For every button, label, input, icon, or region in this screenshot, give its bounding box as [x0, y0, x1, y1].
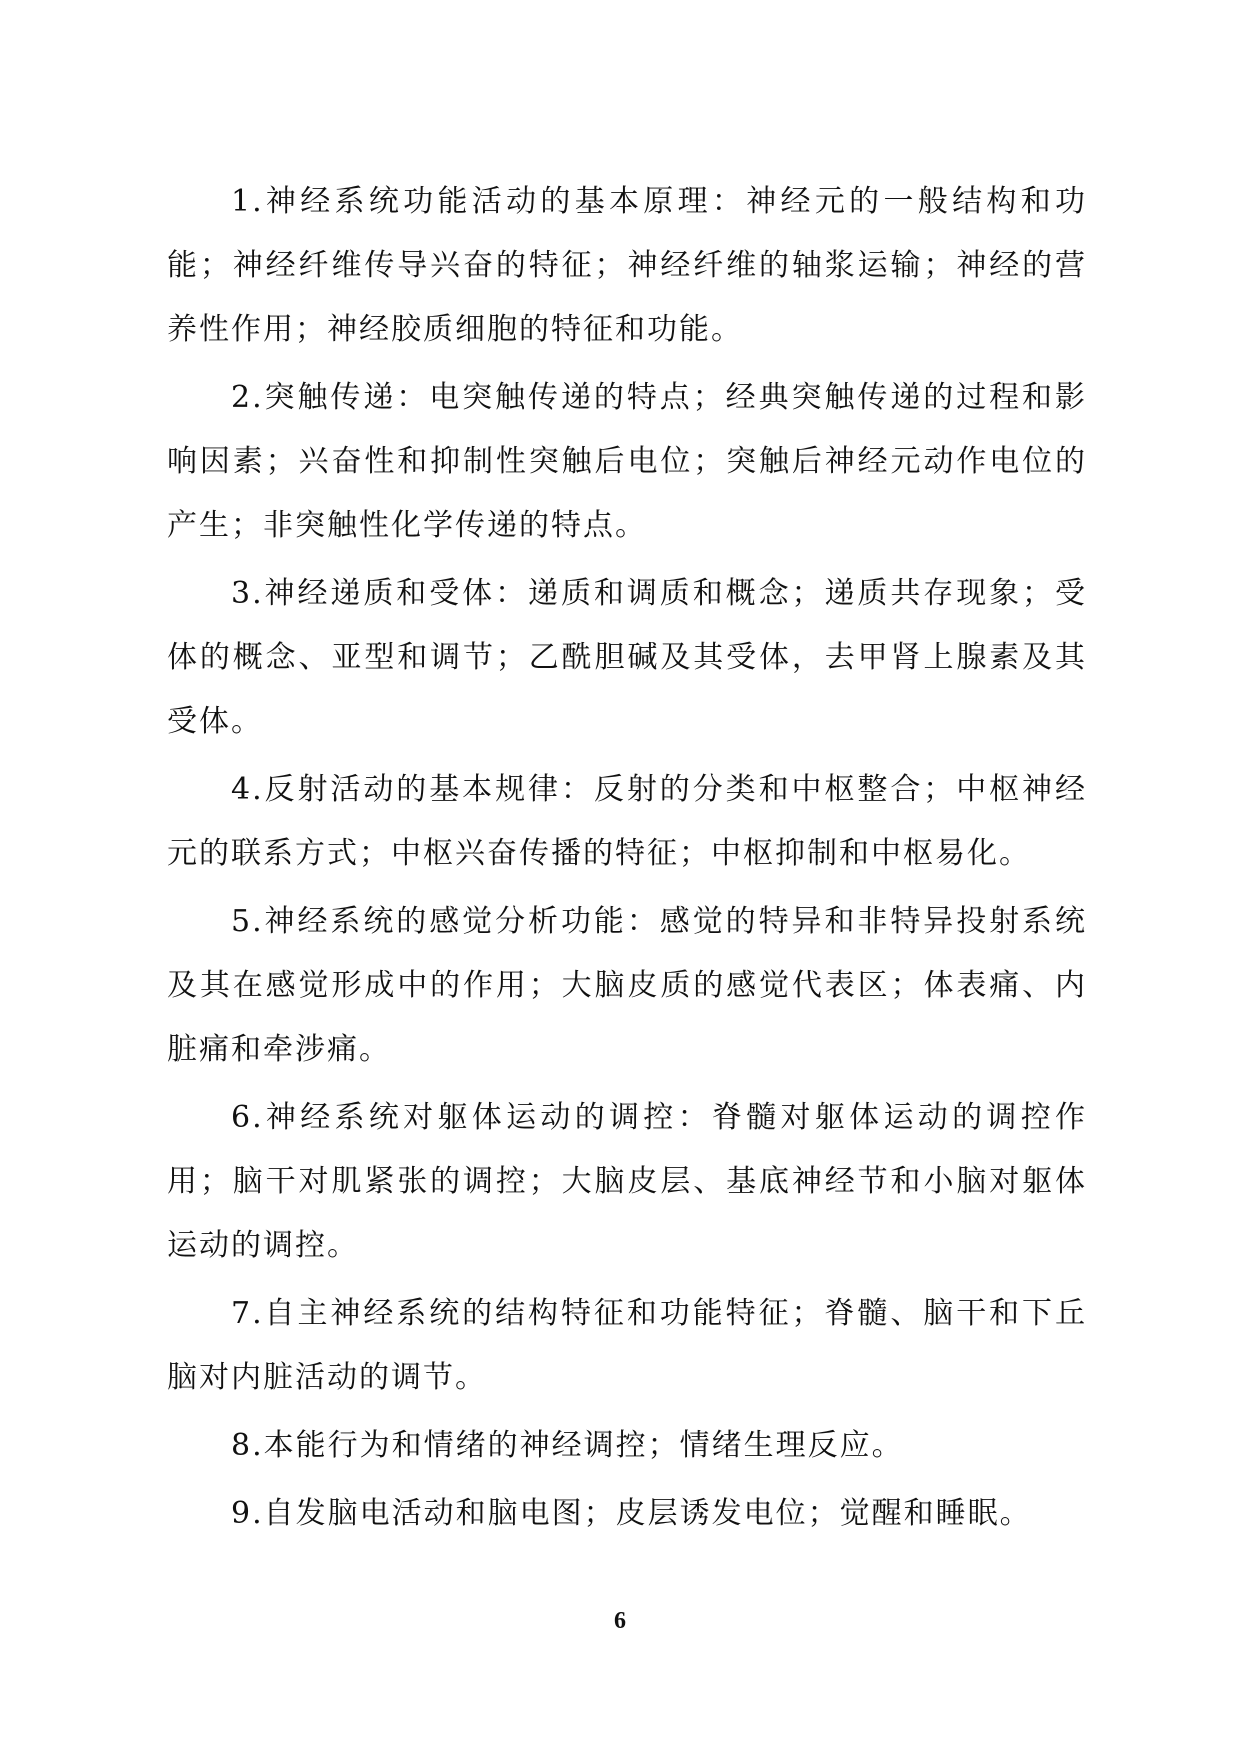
paragraph-2: 2.突触传递：电突触传递的特点；经典突触传递的过程和影响因素；兴奋性和抑制性突触后电位；突触后神经元动作电位的产生；非突触性化学传递的特点。: [167, 380, 1087, 543]
paragraph-7: 7.自主神经系统的结构特征和功能特征；脊髓、脑干和下丘脑对内脏活动的调节。: [167, 1296, 1087, 1395]
paragraph-8: 8.本能行为和情绪的神经调控；情绪生理反应。: [231, 1428, 904, 1463]
paragraph-3: 3.神经递质和受体：递质和调质和概念；递质共存现象；受体的概念、亚型和调节；乙酰胆碱及其受体，去甲肾上腺素及其受体。: [167, 576, 1087, 739]
paragraph-9: 9.自发脑电活动和脑电图；皮层诱发电位；觉醒和睡眠。: [231, 1496, 1032, 1531]
page-number: 6: [614, 1608, 626, 1634]
paragraph-1: 1.神经系统功能活动的基本原理：神经元的一般结构和功能；神经纤维传导兴奋的特征；神经纤维的轴浆运输；神经的营养性作用；神经胶质细胞的特征和功能。: [167, 184, 1087, 347]
paragraph-6: 6.神经系统对躯体运动的调控：脊髓对躯体运动的调控作用；脑干对肌紧张的调控；大脑皮层、基底神经节和小脑对躯体运动的调控。: [167, 1100, 1087, 1263]
paragraph-5: 5.神经系统的感觉分析功能：感觉的特异和非特异投射系统及其在感觉形成中的作用；大脑皮质的感觉代表区；体表痛、内脏痛和牵涉痛。: [167, 904, 1087, 1067]
paragraph-4: 4.反射活动的基本规律：反射的分类和中枢整合；中枢神经元的联系方式；中枢兴奋传播的特征；中枢抑制和中枢易化。: [167, 772, 1087, 871]
syllabus-content: [167, 170, 1087, 1550]
